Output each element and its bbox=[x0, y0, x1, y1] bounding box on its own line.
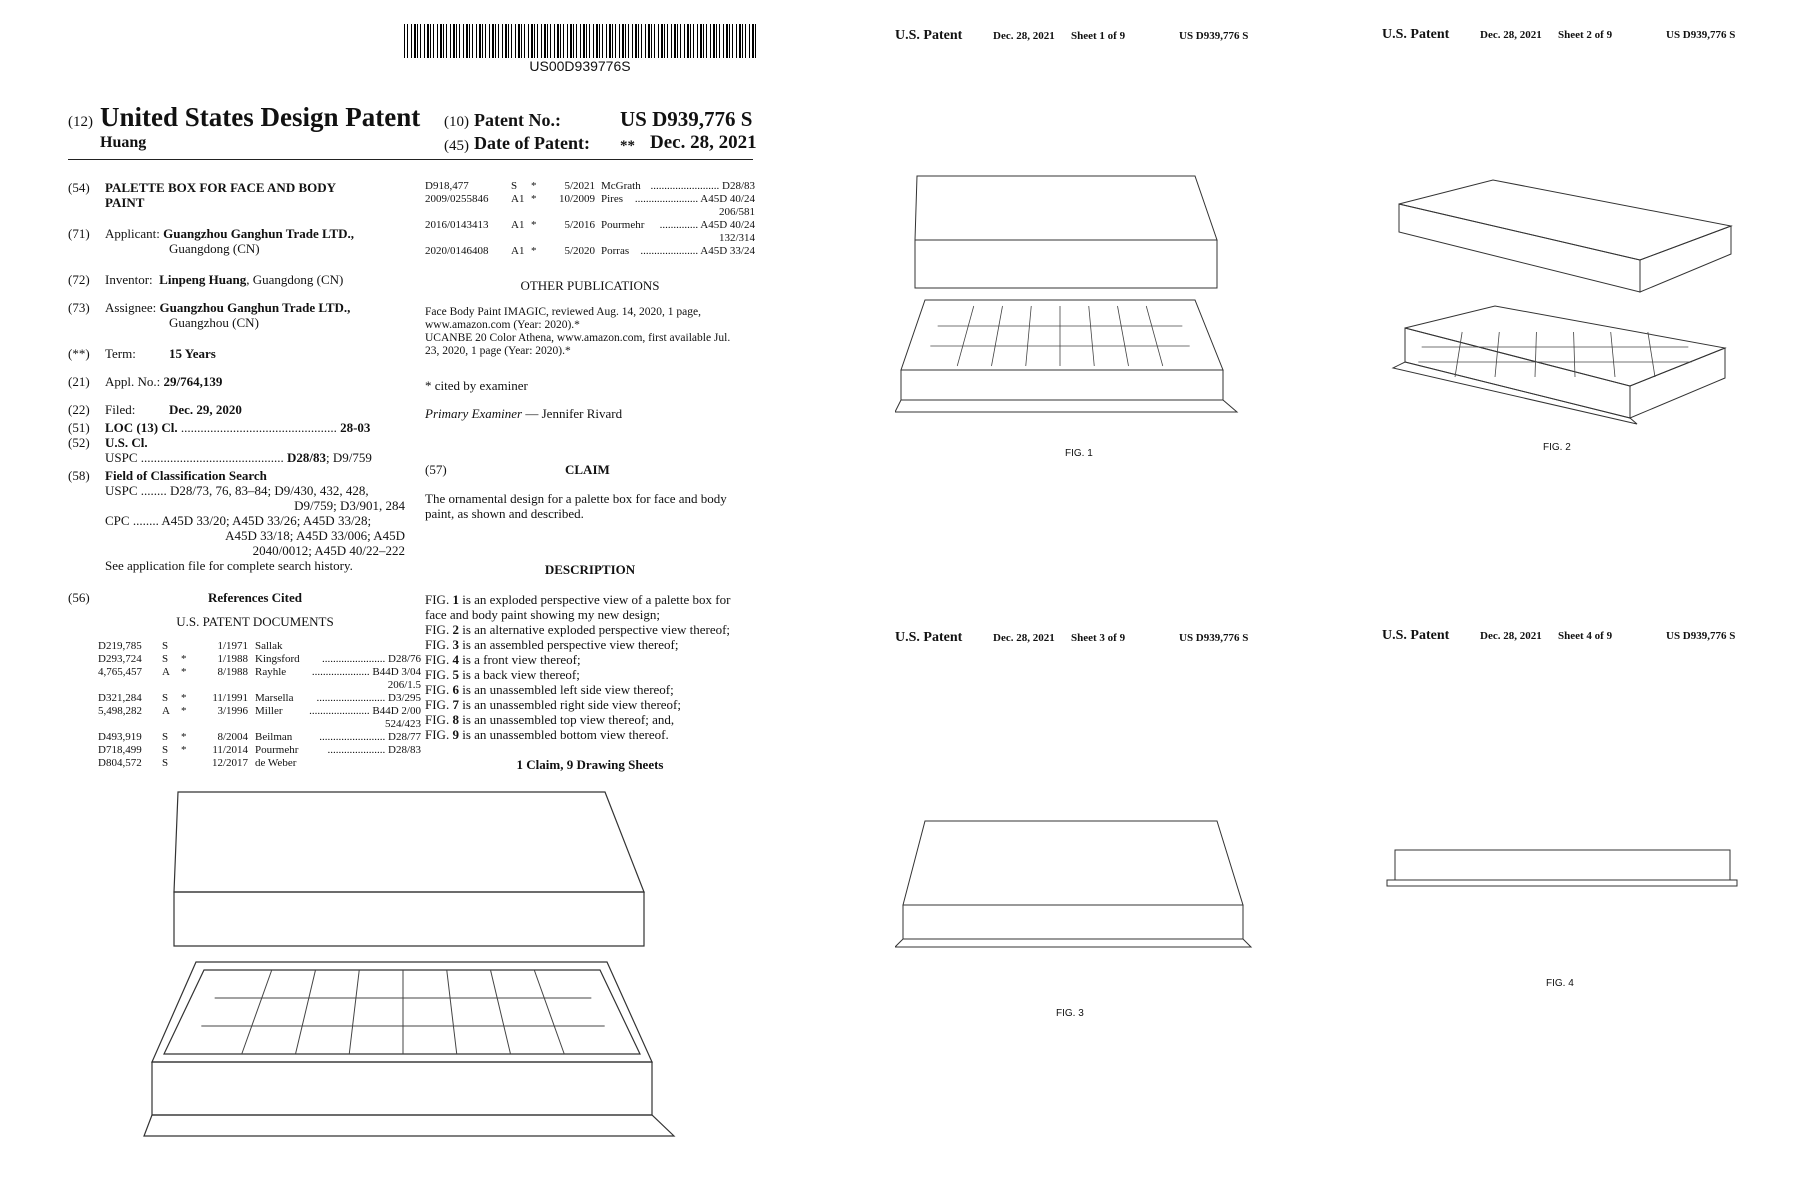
reference-row: 2009/0255846 A1 * 10/2009 Pires ....................... A45D 40/24 bbox=[425, 193, 755, 205]
applicant-name: Guangzhou Ganghun Trade LTD., bbox=[163, 226, 355, 241]
code-10: (10) bbox=[444, 114, 469, 130]
other-pubs: Face Body Paint IMAGIC, reviewed Aug. 14, 2020, 1 page, www.amazon.com (Year: 2020).* UCANBE 20 Color Athena, www.amazon.com, first available Jul. 23, 2020, 1 page (Year: 2020).* bbox=[425, 306, 731, 357]
refs-heading: References Cited bbox=[208, 590, 302, 605]
reference-row: D804,572 S 12/2017 de Weber bbox=[98, 757, 297, 769]
reference-row: 2016/0143413 A1 * 5/2016 Pourmehr .............. A45D 40/24 bbox=[425, 219, 755, 231]
fig-4-drawing bbox=[1385, 846, 1740, 891]
code-45: (45) bbox=[444, 138, 469, 154]
tray-top bbox=[152, 962, 652, 1062]
front-page-drawing bbox=[140, 780, 680, 1150]
assignee-label: Assignee: bbox=[105, 300, 157, 315]
claim-text: The ornamental design for a palette box for face and body paint, as shown and described. bbox=[425, 491, 727, 521]
description-line: FIG. 5 is a back view thereof; bbox=[425, 667, 580, 682]
date-label: Date of Patent: bbox=[474, 133, 590, 153]
description-line: FIG. 9 is an unassembled bottom view thereof. bbox=[425, 727, 669, 742]
appl-label: Appl. No.: bbox=[105, 374, 161, 389]
patent-date: Dec. 28, 2021 bbox=[650, 132, 757, 153]
tray-inner bbox=[164, 970, 640, 1054]
tray-base bbox=[144, 1115, 674, 1136]
tray-front bbox=[152, 1062, 652, 1115]
claims-sheets-footer: 1 Claim, 9 Drawing Sheets bbox=[516, 757, 664, 772]
assignee-name: Guangzhou Ganghun Trade LTD., bbox=[159, 300, 351, 315]
other-pubs-heading: OTHER PUBLICATIONS bbox=[520, 278, 660, 293]
fig-3-label: FIG. 3 bbox=[1056, 1008, 1084, 1019]
sheet-3-header: U.S. Patent Dec. 28, 2021 Sheet 3 of 9 US D939,776 S bbox=[895, 630, 1249, 645]
applicant-label: Applicant: bbox=[105, 226, 160, 241]
description-line: FIG. 2 is an alternative exploded perspective view thereof; bbox=[425, 622, 731, 637]
claim-heading: CLAIM bbox=[565, 462, 610, 477]
inventor-surname: Huang bbox=[100, 134, 147, 151]
document-type: United States Design Patent bbox=[100, 102, 421, 132]
description-line: FIG. 7 is an unassembled right side view thereof; bbox=[425, 697, 681, 712]
fig-2-label: FIG. 2 bbox=[1543, 442, 1571, 453]
description-line: FIG. 6 is an unassembled left side view thereof; bbox=[425, 682, 674, 697]
title-line-2: PAINT bbox=[105, 195, 145, 210]
description-line: FIG. 4 is a front view thereof; bbox=[425, 652, 581, 667]
loc-value: 28-03 bbox=[340, 420, 371, 435]
claim-code: (57) bbox=[425, 462, 447, 477]
sheet-1-header: U.S. Patent Dec. 28, 2021 Sheet 1 of 9 US D939,776 S bbox=[895, 28, 1249, 43]
reference-row: 132/314 bbox=[718, 232, 755, 244]
filed-value: Dec. 29, 2020 bbox=[169, 402, 242, 417]
reference-row: 524/423 bbox=[384, 718, 421, 730]
fig-1-label: FIG. 1 bbox=[1065, 448, 1093, 459]
fig-3-drawing bbox=[895, 815, 1260, 950]
filed-label: Filed: bbox=[105, 402, 136, 417]
reference-row: D493,919 S * 8/2004 Beilman ........................ D28/77 bbox=[98, 731, 421, 743]
inventor-name: Linpeng Huang bbox=[159, 272, 247, 287]
patent-number: US D939,776 S bbox=[620, 107, 753, 131]
header-rule bbox=[68, 159, 753, 160]
assignee-loc: Guangzhou (CN) bbox=[169, 315, 259, 330]
fig-2-drawing bbox=[1385, 172, 1740, 427]
references-left bbox=[98, 640, 421, 770]
lid-front bbox=[174, 892, 644, 946]
description-line: FIG. 8 is an unassembled top view thereof; and, bbox=[425, 712, 675, 727]
barcode bbox=[404, 24, 756, 58]
reference-row: D918,477 S * 5/2021 McGrath ......................... D28/83 bbox=[425, 180, 755, 192]
fcs-label: Field of Classification Search bbox=[105, 468, 267, 483]
reference-row: D293,724 S * 1/1988 Kingsford ....................... D28/76 bbox=[98, 653, 421, 665]
fig-1-drawing bbox=[895, 170, 1260, 425]
bibliographic-fields: (54) PALETTE BOX FOR FACE AND BODY PAINT (71) Applicant: Guangzhou Ganghun Trade LTD., Guangdong (CN) (72) Inventor: Linpeng Huang, Guangdong (CN) (73) Assignee: Guangzhou Ganghun Trade LTD., Guangzhou (CN) (**) Term: 15 Years (21) Appl. No.: 29/764,139 (22) Filed: Dec. 29, 2020 (51) LOC (13) Cl. ................................................ 28-03 (52) U.S. Cl. USPC ............................................ D28/83; D9/759 (58) Field of Classification Search USPC ........ D28/73, 76, 83–84; D9/430, 432, 428, D9/759; D3/901, 284 CPC ........ A45D 33/20; A45D 33/26; A45D 33/28; A45D 33/18; A45D 33/006; A45D 2040/0012; A45D 40/22–222 See application file for complete search history. (56) References Cited U.S. PATENT DOCUMENTS bbox=[68, 180, 405, 629]
applicant-loc: Guangdong (CN) bbox=[169, 241, 260, 256]
reference-row: 4,765,457 A * 8/1988 Rayhle ..................... B44D 3/04 bbox=[98, 666, 421, 678]
description-lines bbox=[425, 592, 765, 742]
reference-row: D321,284 S * 11/1991 Marsella ......................... D3/295 bbox=[98, 692, 421, 704]
reference-row: 5,498,282 A * 3/1996 Miller ...................... B44D 2/00 bbox=[98, 705, 421, 717]
reference-row: D718,499 S * 11/2014 Pourmehr ..................... D28/83 bbox=[98, 744, 421, 756]
references-right bbox=[425, 180, 755, 258]
title-line-1: PALETTE BOX FOR FACE AND BODY bbox=[105, 180, 337, 195]
reference-row: D219,785 S 1/1971 Sallak bbox=[98, 640, 283, 652]
inventor-loc: , Guangdong (CN) bbox=[246, 272, 344, 287]
appl-value: 29/764,139 bbox=[163, 374, 223, 389]
patent-no-label: Patent No.: bbox=[474, 110, 561, 130]
inventor-label: Inventor: bbox=[105, 272, 153, 287]
loc-label: LOC (13) Cl. bbox=[105, 420, 178, 435]
description-line: FIG. 3 is an assembled perspective view thereof; bbox=[425, 637, 679, 652]
date-mark: ** bbox=[620, 138, 635, 154]
sheet-4-header: U.S. Patent Dec. 28, 2021 Sheet 4 of 9 US D939,776 S bbox=[1382, 628, 1736, 643]
fig-4-label: FIG. 4 bbox=[1546, 978, 1574, 989]
compartment-grid bbox=[201, 970, 604, 1054]
barcode-text: US00D939776S bbox=[529, 58, 631, 74]
cited-by-examiner: * cited by examiner bbox=[425, 378, 528, 393]
reference-row: 2020/0146408 A1 * 5/2020 Porras ..................... A45D 33/24 bbox=[425, 245, 755, 257]
description-heading: DESCRIPTION bbox=[544, 562, 636, 577]
sheet-2-header: U.S. Patent Dec. 28, 2021 Sheet 2 of 9 US D939,776 S bbox=[1382, 27, 1736, 42]
term-label: Term: bbox=[105, 346, 136, 361]
primary-examiner: Primary Examiner — Jennifer Rivard bbox=[425, 406, 623, 421]
description-line: FIG. 1 is an exploded perspective view of a palette box for bbox=[425, 592, 731, 607]
us-docs-heading: U.S. PATENT DOCUMENTS bbox=[176, 614, 334, 629]
lid-top bbox=[174, 792, 644, 892]
reference-row: 206/1.5 bbox=[387, 679, 421, 691]
uscl-label: U.S. Cl. bbox=[105, 435, 148, 450]
uspc-value: D28/83 bbox=[287, 450, 327, 465]
description-line: face and body paint showing my new design; bbox=[425, 607, 661, 622]
code-12: (12) bbox=[68, 114, 93, 130]
term-value: 15 Years bbox=[169, 346, 216, 361]
reference-row: 206/581 bbox=[718, 206, 755, 218]
